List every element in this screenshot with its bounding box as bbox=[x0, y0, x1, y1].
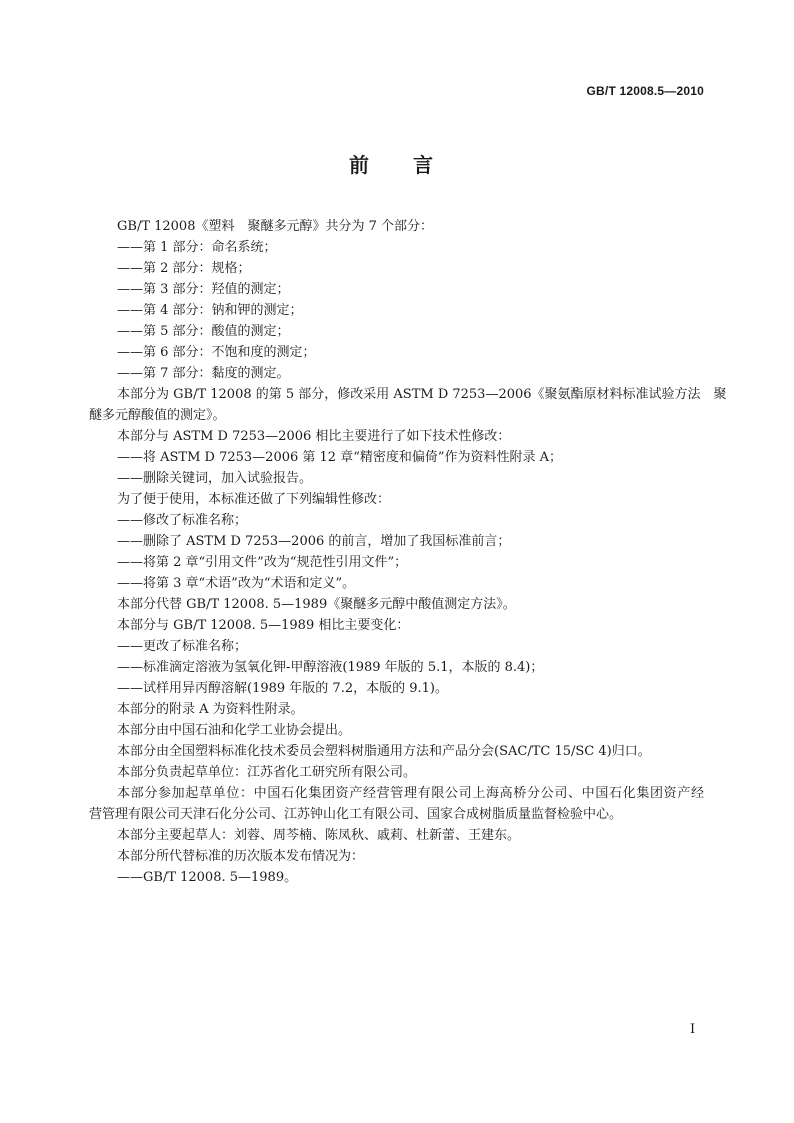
preface-list-item: ——修改了标准名称； bbox=[117, 513, 248, 528]
preface-list-item: ——删除关键词，加入试验报告。 bbox=[117, 471, 313, 486]
preface-line: 本部分代替 GB/T 12008. 5—1989《聚醚多元醇中酸值测定方法》。 bbox=[117, 597, 516, 612]
page-title: 前 言 bbox=[349, 153, 445, 177]
preface-line-continuation: 营管理有限公司天津石化分公司、江苏钟山化工有限公司、国家合成树脂质量监督检验中心。 bbox=[89, 807, 623, 822]
preface-line: 本部分负责起草单位：江苏省化工研究所有限公司。 bbox=[117, 765, 417, 780]
preface-list-item: ——第 3 部分：羟值的测定； bbox=[117, 282, 290, 297]
preface-line: GB/T 12008《塑料 聚醚多元醇》共分为 7 个部分： bbox=[117, 219, 434, 234]
preface-body bbox=[89, 216, 727, 888]
preface-line: 本部分与 GB/T 12008. 5—1989 相比主要变化： bbox=[117, 618, 410, 633]
preface-line: 本部分为 GB/T 12008 的第 5 部分，修改采用 ASTM D 7253—2006《聚氨酯原材料标准试验方法 聚 bbox=[117, 387, 727, 402]
preface-list-item: ——第 2 部分：规格； bbox=[117, 261, 251, 276]
preface-list-item: ——将第 2 章“引用文件”改为“规范性引用文件”； bbox=[117, 555, 408, 570]
preface-line: 本部分由全国塑料标准化技术委员会塑料树脂通用方法和产品分会(SAC/TC 15/SC 4)归口。 bbox=[117, 744, 651, 759]
preface-list-item: ——更改了标准名称； bbox=[117, 639, 248, 654]
preface-list-item: ——删除了 ASTM D 7253—2006 的前言，增加了我国标准前言； bbox=[117, 534, 511, 549]
preface-list-item: ——GB/T 12008. 5—1989。 bbox=[117, 870, 298, 885]
preface-list-item: ——第 6 部分：不饱和度的测定； bbox=[117, 345, 316, 360]
page-number: I bbox=[690, 1022, 696, 1037]
preface-line: 本部分所代替标准的历次版本发布情况为： bbox=[117, 849, 365, 864]
preface-list-item: ——第 7 部分：黏度的测定。 bbox=[117, 366, 290, 381]
preface-list-item: ——第 4 部分：钠和钾的测定； bbox=[117, 303, 303, 318]
preface-list-item: ——试样用异丙醇溶解(1989 年版的 7.2，本版的 9.1)。 bbox=[117, 681, 448, 696]
preface-list-item: ——将第 3 章“术语”改为“术语和定义”。 bbox=[117, 576, 356, 591]
preface-line-continuation: 醚多元醇酸值的测定》。 bbox=[89, 408, 226, 423]
preface-list-item: ——标准滴定溶液为氢氧化钾-甲醇溶液(1989 年版的 5.1，本版的 8.4)； bbox=[117, 660, 544, 675]
preface-line: 本部分由中国石油和化学工业协会提出。 bbox=[117, 723, 352, 738]
preface-line: 本部分主要起草人：刘蓉、周芩楠、陈凤秋、戚莉、杜新蕾、王建东。 bbox=[117, 828, 521, 843]
preface-line: 本部分与 ASTM D 7253—2006 相比主要进行了如下技术性修改： bbox=[117, 429, 511, 444]
preface-list-item: ——第 1 部分：命名系统； bbox=[117, 240, 277, 255]
preface-line: 本部分的附录 A 为资料性附录。 bbox=[117, 702, 304, 717]
standard-code-header: GB/T 12008.5—2010 bbox=[586, 84, 704, 98]
preface-line: 本部分参加起草单位：中国石化集团资产经营管理有限公司上海高桥分公司、中国石化集团资产经 bbox=[117, 786, 704, 801]
preface-list-item: ——将 ASTM D 7253—2006 第 12 章“精密度和偏倚”作为资料性附录 A； bbox=[117, 450, 563, 465]
preface-line: 为了便于使用，本标准还做了下列编辑性修改： bbox=[117, 492, 391, 507]
preface-list-item: ——第 5 部分：酸值的测定； bbox=[117, 324, 290, 339]
